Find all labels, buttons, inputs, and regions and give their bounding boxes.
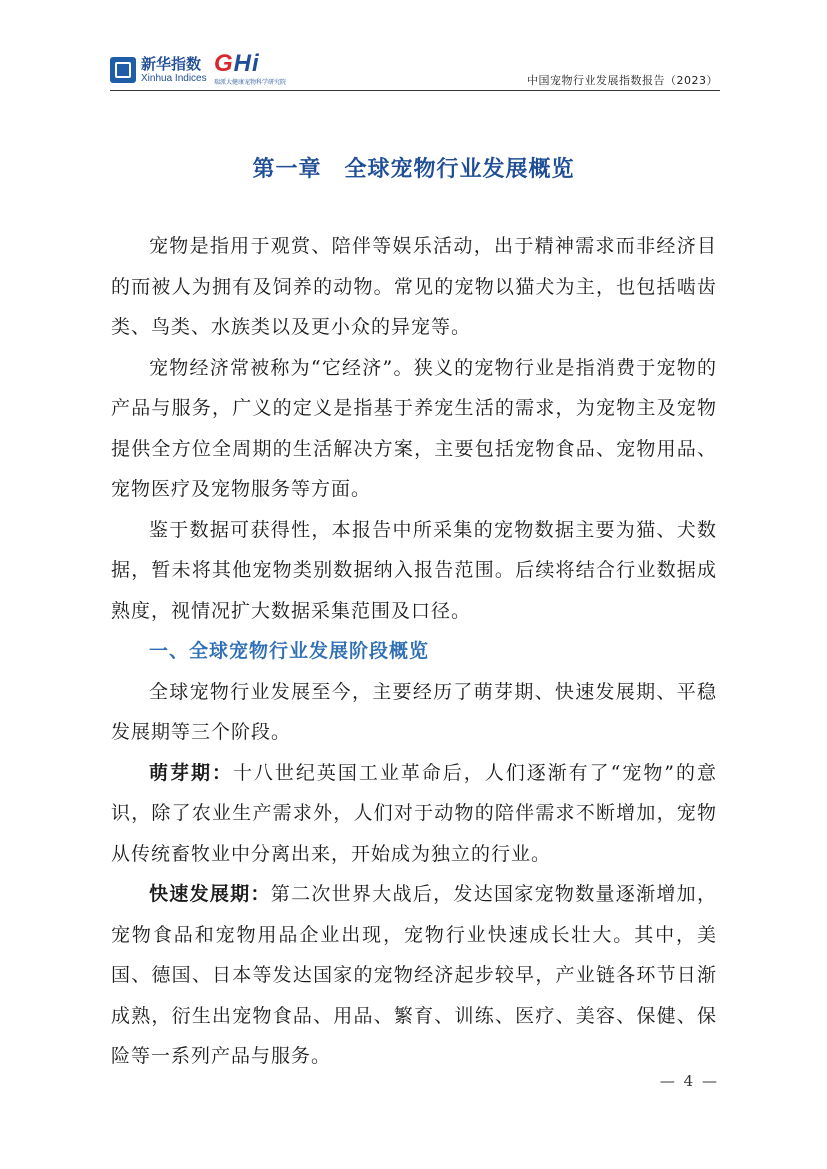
chapter-title: 第一章 全球宠物行业发展概览 bbox=[252, 157, 575, 182]
paragraph-stages-intro: 全球宠物行业发展至今，主要经历了萌芽期、快速发展期、平稳发展期等三个阶段。 bbox=[111, 680, 717, 743]
ghi-logo bbox=[214, 52, 306, 86]
section-heading: 一、全球宠物行业发展阶段概览 bbox=[149, 640, 430, 662]
page-header bbox=[110, 50, 720, 91]
stage-text-rapid: 第二次世界大战后，发达国家宠物数量逐渐增加，宠物食品和宠物用品企业出现，宠物行业快速成长壮大。其中，美国、德国、日本等发达国家的宠物经济起步较早，产业链各环节日渐成熟，衍生出宠物食品、用品、繁育、训练、医疗、美容、保健、保险等一系列产品与服务。 bbox=[111, 883, 717, 1067]
xinhua-logo-icon bbox=[110, 57, 136, 83]
paragraph-stage-rapid bbox=[111, 874, 717, 1077]
paragraph-data-scope: 鉴于数据可获得性，本报告中所采集的宠物数据主要为猫、犬数据，暂未将其他宠物类别数据纳入报告范围。后续将结合行业数据成熟度，视情况扩大数据采集范围及口径。 bbox=[111, 518, 717, 622]
xinhua-logo-text bbox=[141, 54, 207, 84]
xinhua-indices-logo bbox=[110, 54, 207, 86]
paragraph-pet-economy: 宠物经济常被称为“它经济”。狭义的宠物行业是指消费于宠物的产品与服务，广义的定义是指基于养宠生活的需求，为宠物主及宠物提供全方位全周期的生活解决方案，主要包括宠物食品、宠物用品、宠物医疗及宠物服务等方面。 bbox=[111, 356, 717, 500]
stage-text-budding: 十八世纪英国工业革命后，人们逐渐有了“宠物”的意识，除了农业生产需求外，人们对于动物的陪伴需求不断增加，宠物从传统畜牧业中分离出来，开始成为独立的行业。 bbox=[111, 761, 717, 865]
xinhua-logo-en: Xinhua Indices bbox=[141, 72, 207, 84]
stage-term-budding: 萌芽期： bbox=[149, 761, 233, 784]
body-content bbox=[111, 226, 717, 1077]
ghi-logo-subtitle: 瑞派大健康宠物科学研究院 bbox=[214, 79, 287, 86]
paragraph-stage-budding bbox=[111, 753, 717, 875]
xinhua-logo-cn: 新华指数 bbox=[141, 54, 202, 73]
report-title: 中国宠物行业发展指数报告（2023） bbox=[527, 74, 718, 87]
page-number: — 4 — bbox=[659, 1072, 719, 1090]
paragraph-pet-definition: 宠物是指用于观赏、陪伴等娱乐活动，出于精神需求而非经济目的而被人为拥有及饲养的动物。常见的宠物以猫犬为主，也包括啮齿类、鸟类、水族类以及更小众的异宠等。 bbox=[111, 235, 717, 338]
ghi-logo-letters: GHi bbox=[214, 50, 260, 77]
stage-term-rapid: 快速发展期： bbox=[149, 883, 271, 905]
